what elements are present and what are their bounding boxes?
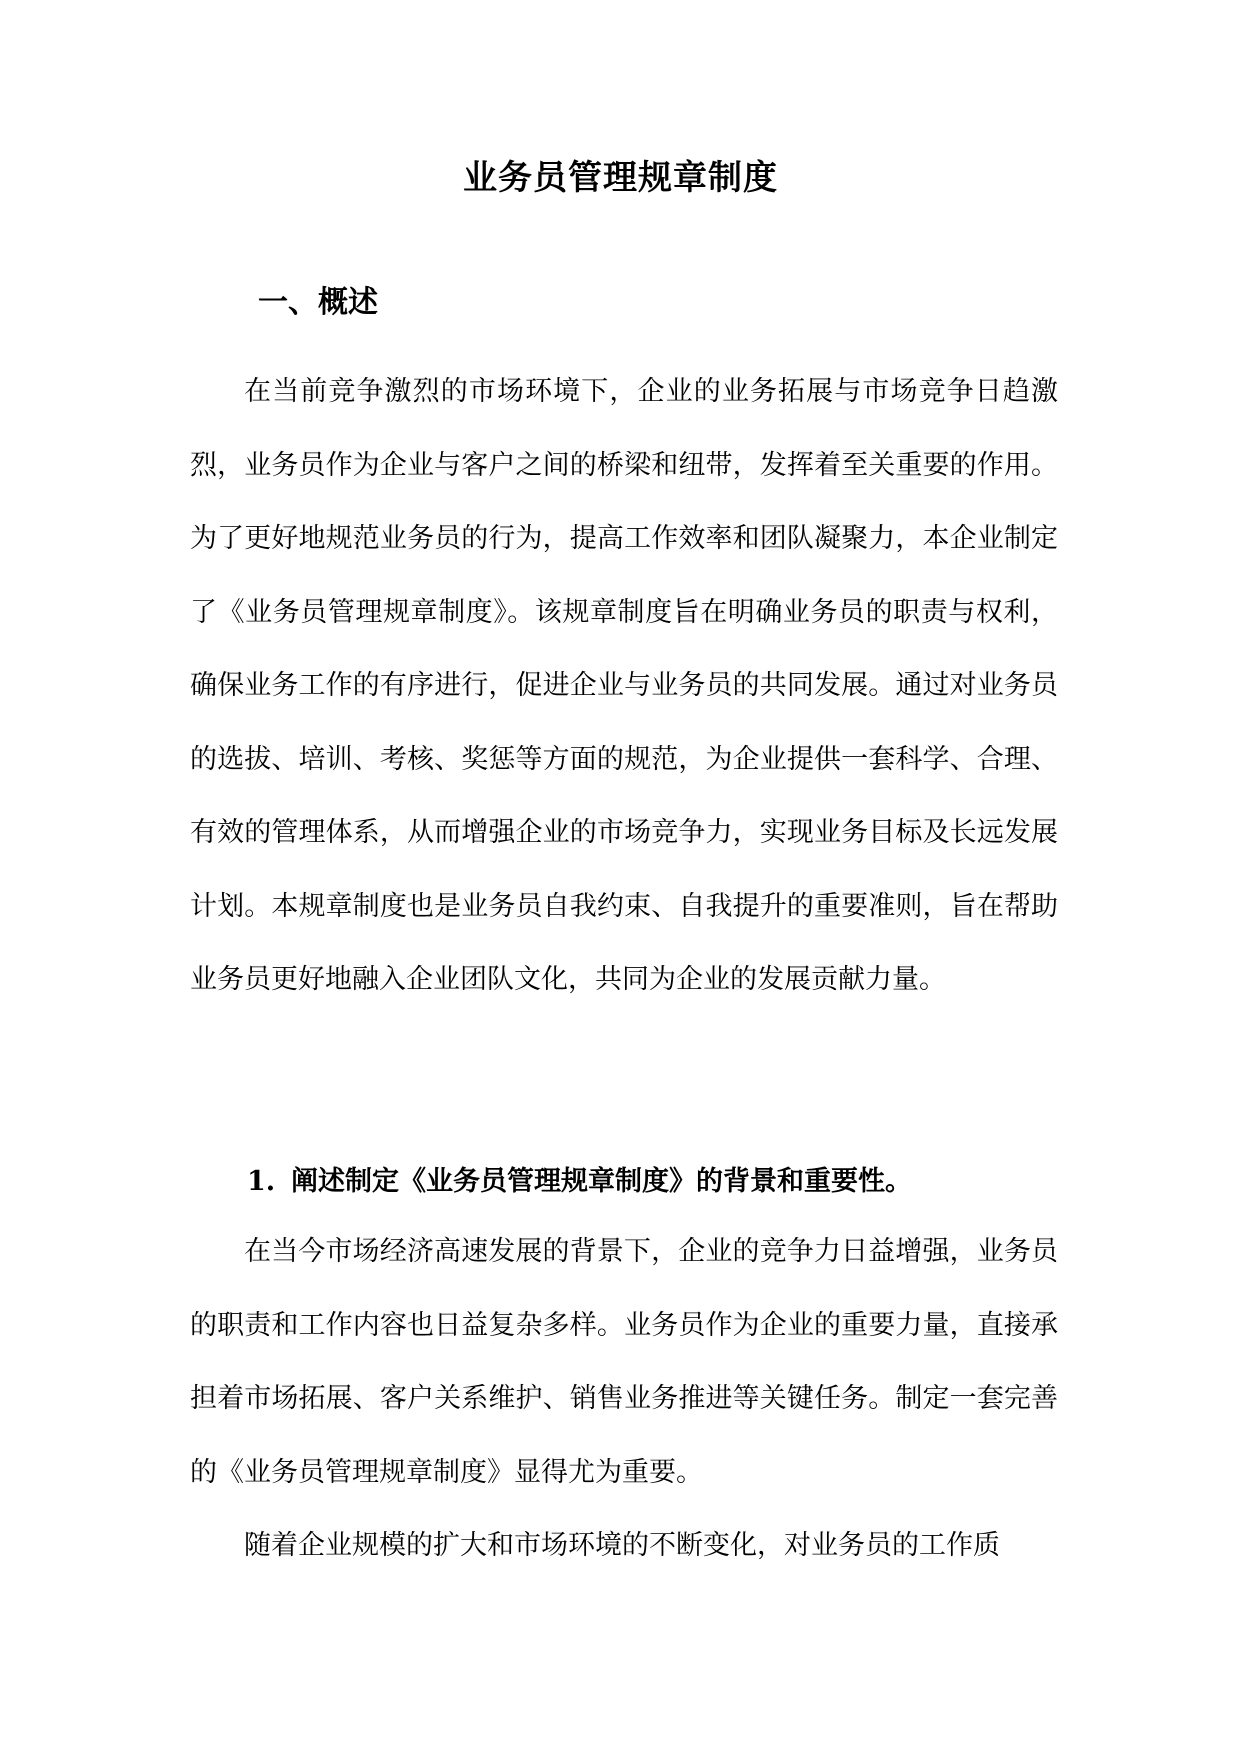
subheading-number: 1. [247, 1166, 276, 1197]
paragraph-background: 在当今市场经济高速发展的背景下，企业的竞争力日益增强，业务员的职责和工作内容也日益复杂多样。业务员作为企业的重要力量，直接承担着市场拓展、客户关系维护、销售业务推进等关键任务。制定一套完善的《业务员管理规章制度》显得尤为重要。 [190, 1236, 1058, 1488]
section-heading-overview: 一、概述 [258, 285, 378, 320]
subheading-text: 阐述制定《业务员管理规章制度》的背景和重要性。 [291, 1166, 912, 1197]
paragraph-continuation: 随着企业规模的扩大和市场环境的不断变化，对业务员的工作质 [244, 1530, 1000, 1561]
subheading-background [247, 1152, 912, 1212]
paragraph-overview: 在当前竞争激烈的市场环境下，企业的业务拓展与市场竞争日趋激烈，业务员作为企业与客户之间的桥梁和纽带，发挥着至关重要的作用。为了更好地规范业务员的行为，提高工作效率和团队凝聚力，本企业制定了《业务员管理规章制度》。该规章制度旨在明确业务员的职责与权利，确保业务工作的有序进行，促进企业与业务员的共同发展。通过对业务员的选拔、培训、考核、奖惩等方面的规范，为企业提供一套科学、合理、有效的管理体系，从而增强企业的市场竞争力，实现业务目标及长远发展计划。本规章制度也是业务员自我约束、自我提升的重要准则，旨在帮助业务员更好地融入企业团队文化，共同为企业的发展贡献力量。 [190, 376, 1058, 995]
document-title: 业务员管理规章制度 [463, 158, 778, 198]
